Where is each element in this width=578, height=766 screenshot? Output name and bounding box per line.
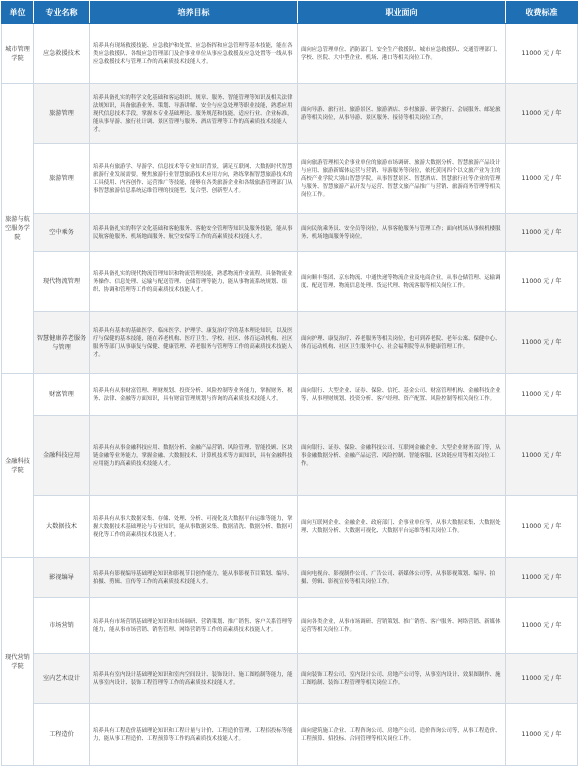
fee-cell: 11000 元 / 年 [506, 598, 578, 654]
tuition-table [1, 1, 578, 766]
career-cell: 面向互联网企业、金融企业、政府部门、企事业单位等，从事大数据采集、大数据处理、大数据分析、大数据可视化、大数据平台运维等相关岗位工作。 [298, 496, 506, 558]
header-row [2, 2, 578, 24]
table-row [2, 654, 578, 704]
goal-cell: 培养具备扎实的现代物流管理知识和物流管理技能，熟悉物流作业流程，具备物流业务操作、信息处理、运输与配送管理、仓储管理等能力，能从事物流系统规划、组织、协调和管理等工作的高素质技术技能人才。 [90, 252, 298, 312]
goal-cell: 培养具有从事财富管理、理财规划、投资分析、风险控制等业务能力，掌握财务、税务、法律、金融等方面知识，具有财富管理规划与咨询的高素质技术技能人才。 [90, 374, 298, 416]
table-row [2, 312, 578, 374]
major-cell: 金融科技应用 [34, 416, 90, 496]
unit-cell: 现代营销学院 [2, 558, 34, 766]
unit-cell: 城市管理学院 [2, 24, 34, 84]
goal-cell: 培养具有影视编导基础理论知识和影视节目创作能力，能从事影视节目策划、编导、拍摄、剪辑、宣传等工作的高素质技术技能人才。 [90, 558, 298, 598]
goal-cell: 培养具有旅游学、导游学、信息技术等专业知识背景，满足互联网、大数据时代智慧旅游行业发展需要，聚焦旅游行业智慧旅游技术应用方向，熟练掌握智慧旅游技术的工具使用、内容创作、运营推广等技能，能够在各类旅游企业和各级旅游管理部门从事智慧旅游信息系统运维管理的技能型、复合型、创新型人才。 [90, 144, 298, 214]
career-cell: 面向银行、大型企业、证券、保险、信托、基金公司、财富管理机构、金融科技企业等，从事理财规划、投资分析、客户经理、资产配置、风险控制等相关岗位工作。 [298, 374, 506, 416]
table-row [2, 144, 578, 214]
major-cell: 工程造价 [34, 704, 90, 766]
career-cell: 面向电视台、影视制作公司、广告公司、新媒体公司等，从事影视策划、编导、拍摄、剪辑、影视宣传等相关岗位工作。 [298, 558, 506, 598]
major-cell: 旅游管理 [34, 84, 90, 144]
table-row [2, 374, 578, 416]
goal-cell: 培养具备扎实的科学文化基础和客运组织、规章、服务、智能管理等知识及相关法律法规知识，具备旅游业务、策划、导游讲解、安全与应急处理等职业技能，熟悉应用现代信息技术手段，掌握本专业基础理论、服务规范和技能，适应行业、企业标准，能从事导游、旅行社计调、景区管理与服务、酒店管理等工作的高素质技术技能人才。 [90, 84, 298, 144]
goal-cell: 培养具有工程造价基础理论知识和工程计量与计价、工程造价管理、工程招投标等能力，能从事工程造价、工程预算等工作的高素质技术技能人才。 [90, 704, 298, 766]
major-cell: 市场营销 [34, 598, 90, 654]
header-major: 专业名称 [34, 2, 90, 24]
unit-cell: 旅游与航空服务学院 [2, 84, 34, 374]
fee-cell: 11000 元 / 年 [506, 24, 578, 84]
major-cell: 室内艺术设计 [34, 654, 90, 704]
fee-cell: 11000 元 / 年 [506, 84, 578, 144]
major-cell: 财富管理 [34, 374, 90, 416]
table-row [2, 214, 578, 252]
table-row [2, 252, 578, 312]
fee-cell: 11000 元 / 年 [506, 374, 578, 416]
goal-cell: 培养具有从事金融科技应用、数据分析、金融产品营销、风险管理、智能投顾、区块链金融等业务能力，掌握金融、大数据技术、计算机技术等方面知识，具有金融科技应用能力的高素质技术技能人才。 [90, 416, 298, 496]
table-row [2, 24, 578, 84]
career-cell: 面向民航乘务员、安全员等岗位，从事客舱服务与管理工作；面向机场从事候机楼服务、机场地面服务等岗位。 [298, 214, 506, 252]
career-cell: 面向银行、证券、保险、金融科技公司、互联网金融企业、大型企业财务部门等，从事金融数据分析、金融产品运营、风险控制、智能客服、区块链应用等相关岗位工作。 [298, 416, 506, 496]
career-cell: 面向顺丰集团、京东物流、中通快递等物流企业及电商企业，从事仓储管理、运输调度、配送管理、物流信息处理、货运代理、物流客服等相关岗位工作。 [298, 252, 506, 312]
unit-cell: 金融科技学院 [2, 374, 34, 558]
table-row [2, 496, 578, 558]
career-cell: 面向导游、旅行社、旅游景区、旅游酒店、乡村旅游、研学旅行、会展服务、邮轮旅游等相关岗位，从事导游、景区服务、接待等相关岗位工作。 [298, 84, 506, 144]
header-goal: 培养目标 [90, 2, 298, 24]
fee-cell: 11000 元 / 年 [506, 416, 578, 496]
table-row [2, 416, 578, 496]
major-cell: 空中乘务 [34, 214, 90, 252]
goal-cell: 培养具有现场救援技能、应急救护和处置、应急指挥和应急管理等基本技能，能在各类应急救援队、各级应急管理部门及企事业单位从事应急救援及应急处置等一线从事应急救援技术与管理工作的高素质技术技能人才。 [90, 24, 298, 84]
fee-cell: 11000 元 / 年 [506, 144, 578, 214]
table-row [2, 598, 578, 654]
major-cell: 智慧健康养老服务与管理 [34, 312, 90, 374]
career-cell: 面向装饰工程公司、室内设计公司、房地产公司等，从事室内设计、效果图制作、施工图绘制、装饰工程管理等相关岗位工作。 [298, 654, 506, 704]
career-cell: 面向护理、康复治疗、养老服务等相关岗位，也可到养老院、老年公寓、保健中心、体育运动机构、社区卫生服务中心、社会福利院等从事健康管理工作。 [298, 312, 506, 374]
career-cell: 面向应急管理单位、消防部门、安全生产救援队、城市应急救援队、交通管理部门、学校、医院、大中型企业、机场、港口等相关岗位工作。 [298, 24, 506, 84]
fee-cell: 11000 元 / 年 [506, 558, 578, 598]
goal-cell: 培养具备扎实的科学文化基础和客舱服务、客舱安全管理等知识及服务技能，能从事民航客舱服务、机场地面服务、航空安保等工作的高素质技术技能人才。 [90, 214, 298, 252]
career-cell: 面向旅游管理相关企事业单位的旅游市场调研、旅游大数据分析、智慧旅游产品设计与应用、旅游新媒体运营与营销、导游服务等岗位，依托黄冈四个以文旅产业为主的高校产业学院大别山智慧学院，从事智慧景区、智慧酒店、智慧旅行社等企业的管理与服务、智慧旅游产品开发与运营、智慧文旅产品推广与营销、旅游商务管理等相关岗位工作。 [298, 144, 506, 214]
table-row [2, 558, 578, 598]
header-career: 职业面向 [298, 2, 506, 24]
career-cell: 面向建筑施工企业、工程咨询公司、房地产公司、造价咨询公司等，从事工程造价、工程预算、招投标、合同管理等相关岗位工作。 [298, 704, 506, 766]
fee-cell: 11000 元 / 年 [506, 214, 578, 252]
table-row [2, 84, 578, 144]
goal-cell: 培养具有室内设计基础理论知识和室内空间设计、装饰设计、施工图绘制等能力，能从事室内设计、装饰工程管理等工作的高素质技术技能人才。 [90, 654, 298, 704]
major-cell: 旅游管理 [34, 144, 90, 214]
fee-cell: 11000 元 / 年 [506, 496, 578, 558]
major-cell: 影视编导 [34, 558, 90, 598]
table-row [2, 704, 578, 766]
fee-cell: 11000 元 / 年 [506, 252, 578, 312]
major-cell: 现代物流管理 [34, 252, 90, 312]
goal-cell: 培养具有基本的基础医学、临床医学、护理学、康复治疗学的基本理论知识，以及医疗与保健的基本技能，能在养老机构、医疗卫生、学校、社区、体育运动机构、社区服务等部门从事康复与保健、健康管理、养老服务与管理等工作的高素质技术技能人才。 [90, 312, 298, 374]
fee-cell: 11000 元 / 年 [506, 704, 578, 766]
fee-cell: 11000 元 / 年 [506, 654, 578, 704]
goal-cell: 培养具有市场营销基础理论知识和市场调研、营销策划、推广销售、客户关系管理等能力，能从事市场营销、销售管理、网络营销等工作的高素质技术技能人才。 [90, 598, 298, 654]
goal-cell: 培养具有从事大数据采集、存储、处理、分析、可视化及大数据平台运维等能力，掌握大数据技术基础理论与专业知识，能从事数据采集、数据清洗、数据分析、数据可视化等工作的高素质技术技能人才。 [90, 496, 298, 558]
header-fee: 收费标准 [506, 2, 578, 24]
major-cell: 大数据技术 [34, 496, 90, 558]
fee-cell: 11000 元 / 年 [506, 312, 578, 374]
major-cell: 应急救援技术 [34, 24, 90, 84]
career-cell: 面向各类企业，从事市场调研、营销策划、推广销售、客户服务、网络营销、新媒体运营等相关岗位工作。 [298, 598, 506, 654]
header-unit: 单位 [2, 2, 34, 24]
